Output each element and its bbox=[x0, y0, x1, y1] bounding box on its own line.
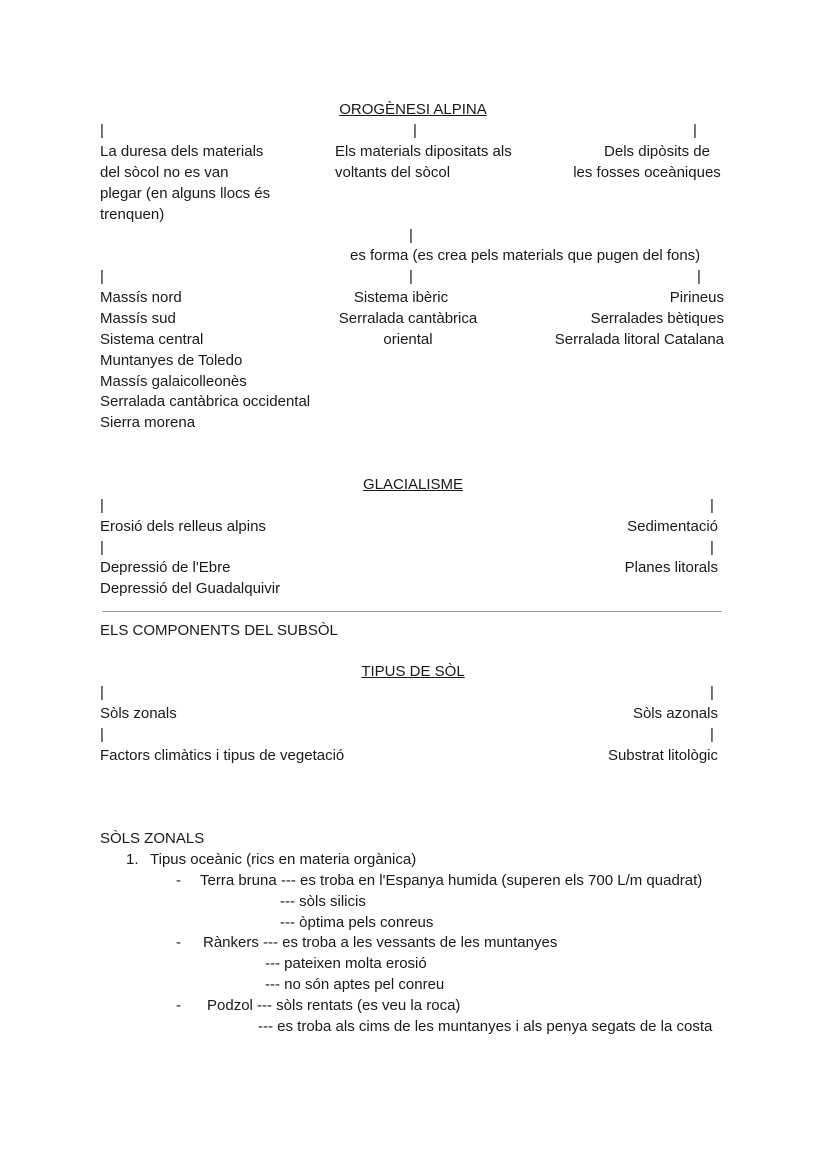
mid-branch-text: voltants del sòcol bbox=[335, 164, 451, 181]
forma-text: es forma (es crea pels materials que pugen del fons) bbox=[350, 247, 701, 264]
sols-zonals-heading: SÒLS ZONALS bbox=[100, 830, 205, 847]
rankers-sub: --- pateixen molta erosió bbox=[265, 955, 427, 972]
left-branch-text: trenquen) bbox=[100, 206, 165, 223]
branch-pipe: | bbox=[697, 268, 701, 285]
branch-pipe: | bbox=[710, 539, 714, 556]
glacialisme-right-1: Sedimentació bbox=[627, 518, 718, 535]
podzol-sub: --- es troba als cims de les muntanyes i als penya segats de la costa bbox=[258, 1018, 713, 1035]
branch-pipe: | bbox=[100, 122, 104, 139]
glacialisme-left-2: Depressió de l'Ebre bbox=[100, 559, 231, 576]
right-list-item: Pirineus bbox=[669, 289, 724, 306]
list-number: 1. bbox=[126, 851, 139, 868]
branch-pipe: | bbox=[409, 268, 413, 285]
left-branch-text: La duresa dels materials bbox=[100, 143, 264, 160]
glacialisme-right-2: Planes litorals bbox=[624, 559, 718, 576]
rankers-sub: --- no són aptes pel conreu bbox=[265, 976, 445, 993]
left-list-item: Muntanyes de Toledo bbox=[100, 352, 243, 369]
tipus-sol-right-2: Substrat litològic bbox=[607, 747, 718, 764]
branch-pipe: | bbox=[693, 122, 697, 139]
branch-pipe: | bbox=[409, 227, 413, 244]
left-list-item: Massís nord bbox=[100, 289, 182, 306]
glacialisme-title: GLACIALISME bbox=[362, 476, 464, 493]
left-list-item: Massís sud bbox=[100, 310, 176, 327]
right-branch-text: les fosses oceàniques bbox=[573, 164, 721, 181]
terra-bruna-line: Terra bruna --- es troba en l'Espanya humida (superen els 700 L/m quadrat) bbox=[200, 872, 703, 889]
left-list-item: Serralada cantàbrica occidental bbox=[100, 393, 311, 410]
mid-list-item: oriental bbox=[383, 331, 433, 348]
right-branch-text: Dels dipòsits de bbox=[604, 143, 710, 160]
horizontal-divider bbox=[102, 611, 722, 612]
glacialisme-left-1: Erosió dels relleus alpins bbox=[100, 518, 266, 535]
podzol-line: Podzol --- sòls rentats (es veu la roca) bbox=[207, 997, 461, 1014]
branch-pipe: | bbox=[100, 726, 104, 743]
tipus-sol-title: TIPUS DE SÒL bbox=[361, 663, 465, 680]
rankers-line: Rànkers --- es troba a les vessants de les muntanyes bbox=[203, 934, 558, 951]
mid-branch-text: Els materials dipositats als bbox=[335, 143, 512, 160]
left-list-item: Massís galaicolleonès bbox=[100, 373, 247, 390]
branch-pipe: | bbox=[100, 268, 104, 285]
terra-bruna-sub: --- òptima pels conreus bbox=[280, 914, 434, 931]
left-branch-text: plegar (en alguns llocs és bbox=[100, 185, 271, 202]
list-item: Tipus oceànic (rics en materia orgànica) bbox=[150, 851, 417, 868]
bullet: - bbox=[176, 934, 181, 951]
tipus-sol-left-2: Factors climàtics i tipus de vegetació bbox=[100, 747, 345, 764]
mid-list-item: Serralada cantàbrica bbox=[338, 310, 478, 327]
right-list-item: Serralada litoral Catalana bbox=[554, 331, 724, 348]
orogenesi-title: OROGÈNESI ALPINA bbox=[339, 101, 487, 118]
subsol-heading: ELS COMPONENTS DEL SUBSÒL bbox=[100, 622, 338, 639]
bullet: - bbox=[176, 997, 181, 1014]
branch-pipe: | bbox=[710, 497, 714, 514]
branch-pipe: | bbox=[413, 122, 417, 139]
left-list-item: Sistema central bbox=[100, 331, 204, 348]
right-list-item: Serralades bètiques bbox=[590, 310, 724, 327]
branch-pipe: | bbox=[100, 497, 104, 514]
terra-bruna-sub: --- sòls silicis bbox=[280, 893, 366, 910]
bullet: - bbox=[176, 872, 181, 889]
branch-pipe: | bbox=[100, 539, 104, 556]
branch-pipe: | bbox=[100, 684, 104, 701]
tipus-sol-left-1: Sòls zonals bbox=[100, 705, 177, 722]
branch-pipe: | bbox=[710, 726, 714, 743]
left-branch-text: del sòcol no es van bbox=[100, 164, 229, 181]
left-list-item: Sierra morena bbox=[100, 414, 196, 431]
mid-list-item: Sistema ibèric bbox=[353, 289, 449, 306]
tipus-sol-right-1: Sòls azonals bbox=[632, 705, 718, 722]
branch-pipe: | bbox=[710, 684, 714, 701]
glacialisme-left-2: Depressió del Guadalquivir bbox=[100, 580, 281, 597]
